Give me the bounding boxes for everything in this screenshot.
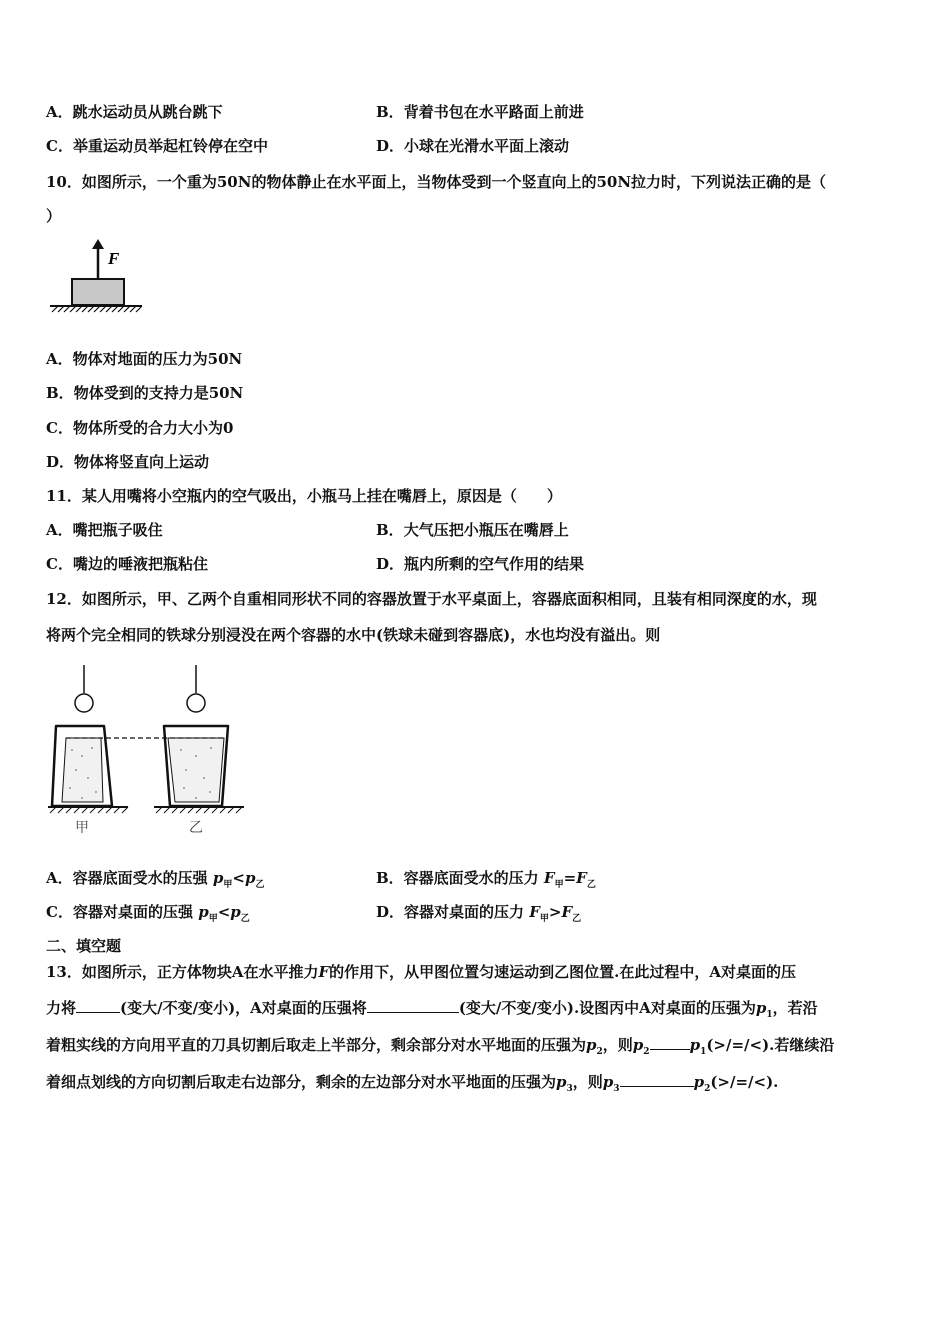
var-F: F <box>318 963 330 981</box>
option-text: 大气压把小瓶压在嘴唇上 <box>403 521 569 539</box>
op: < <box>217 903 231 921</box>
option-text: 物体将竖直向上运动 <box>74 453 210 471</box>
q11-option-b <box>376 520 569 540</box>
sub: 乙 <box>240 914 250 924</box>
text: (>/=/<).若继续沿 <box>706 1036 835 1054</box>
q12-option-d <box>376 902 581 929</box>
option-text: C．容器对桌面的压强 <box>46 903 193 921</box>
sub: 乙 <box>586 880 596 890</box>
q12-option-c <box>46 902 250 929</box>
sub: 甲 <box>223 880 233 890</box>
option-text: 跳水运动员从跳台跳下 <box>72 103 223 121</box>
q10-option-b <box>46 383 243 403</box>
option-letter: A． <box>46 103 73 121</box>
option-text: 背着书包在水平路面上前进 <box>403 103 584 121</box>
q12-option-a <box>46 868 264 895</box>
option-letter: B． <box>46 384 74 402</box>
q13-line3 <box>46 1035 834 1062</box>
water-left <box>62 738 103 802</box>
label-yi: 乙 <box>189 820 203 836</box>
text: (>/=/<). <box>710 1073 779 1091</box>
water-right <box>168 738 224 802</box>
ball-left <box>75 694 93 712</box>
var-F: F <box>576 869 587 887</box>
answer-blank-4[interactable] <box>620 1072 694 1087</box>
answer-blank-1[interactable] <box>76 998 120 1013</box>
sub: 甲 <box>539 914 549 924</box>
text: ，则 <box>572 1073 603 1091</box>
sub: 甲 <box>554 880 564 890</box>
var-p: p <box>244 869 256 887</box>
ball-right <box>187 694 205 712</box>
q9-option-c <box>46 136 268 156</box>
q9-option-d <box>376 136 569 156</box>
q12-figure <box>46 660 251 840</box>
option-text: 物体对地面的压力为50N <box>72 350 243 368</box>
q13-line4 <box>46 1072 778 1099</box>
q10-option-d <box>46 452 209 472</box>
option-letter: C． <box>46 419 73 437</box>
option-letter: A． <box>46 521 73 539</box>
op: < <box>232 869 245 887</box>
sub: 乙 <box>255 880 265 890</box>
option-text: 物体受到的支持力是50N <box>73 384 244 402</box>
var-p: p <box>212 869 224 887</box>
answer-blank-3[interactable] <box>650 1035 690 1050</box>
text: ，若沿 <box>772 999 818 1017</box>
q11-option-d <box>376 554 584 574</box>
q9-option-a <box>46 102 223 122</box>
q11-option-c <box>46 554 208 574</box>
option-text: 小球在光滑水平面上滚动 <box>404 137 570 155</box>
q12-option-b <box>376 868 596 895</box>
option-text: 嘴把瓶子吸住 <box>72 521 163 539</box>
sub: 1 <box>766 1010 773 1020</box>
var-p: p <box>602 1073 614 1091</box>
var-F: F <box>529 903 540 921</box>
q13-line2 <box>46 998 818 1025</box>
option-letter: B． <box>376 521 404 539</box>
var-p: p <box>198 903 209 921</box>
text: (变大/不变/变小)，A对桌面的压强将 <box>120 999 367 1017</box>
q10-option-c <box>46 418 233 438</box>
option-letter: B． <box>376 103 404 121</box>
var-F: F <box>561 903 573 921</box>
var-p: p <box>755 999 767 1017</box>
option-letter: C． <box>46 137 73 155</box>
var-p: p <box>693 1073 705 1091</box>
q10-stem: 10．如图所示，一个重为50N的物体静止在水平面上，当物体受到一个竖直向上的50N拉力时，下列说法正确的是（ <box>46 173 827 191</box>
block <box>72 279 124 305</box>
answer-blank-2[interactable] <box>367 998 459 1013</box>
label-jia: 甲 <box>75 820 89 836</box>
q11-option-a <box>46 520 163 540</box>
sub: 3 <box>566 1084 573 1094</box>
option-text: 举重运动员举起杠铃停在空中 <box>72 137 268 155</box>
sub: 乙 <box>572 914 582 924</box>
option-text: 瓶内所剩的空气作用的结果 <box>404 555 585 573</box>
text: 力将 <box>46 999 77 1017</box>
q10-figure <box>46 236 146 318</box>
text: (变大/不变/变小).设图丙中A对桌面的压强为 <box>458 999 756 1017</box>
q12-stem-line2: 将两个完全相同的铁球分别浸没在两个容器的水中(铁球未碰到容器底)，水也均没有溢出。则 <box>46 626 661 644</box>
text: ，则 <box>602 1036 633 1054</box>
sub: 2 <box>704 1084 711 1094</box>
option-letter: D． <box>46 453 75 471</box>
var-p: p <box>230 903 241 921</box>
q12-stem-line1: 12．如图所示，甲、乙两个自重相同形状不同的容器放置于水平桌面上，容器底面积相同，且装有相同深度的水，现 <box>46 590 817 608</box>
sub: 3 <box>613 1084 620 1094</box>
text: 13．如图所示，正方体物块A在水平推力 <box>46 963 319 981</box>
sub: 2 <box>596 1047 603 1057</box>
q13-line1 <box>46 962 796 982</box>
var-p: p <box>556 1073 567 1091</box>
sub: 甲 <box>208 914 218 924</box>
op: > <box>548 903 562 921</box>
var-p: p <box>632 1036 644 1054</box>
text: 着细点划线的方向切割后取走右边部分，剩余的左边部分对水平地面的压强为 <box>46 1073 557 1091</box>
option-text: 嘴边的唾液把瓶粘住 <box>72 555 208 573</box>
q10-option-a <box>46 349 242 369</box>
text: 的作用下，从甲图位置匀速运动到乙图位置.在此过程中，A对桌面的压 <box>329 963 797 981</box>
var-F: F <box>543 869 555 887</box>
option-letter: D． <box>376 555 405 573</box>
sub: 1 <box>700 1047 707 1057</box>
text: 着粗实线的方向用平直的刀具切割后取走上半部分，剩余部分对水平地面的压强为 <box>46 1036 587 1054</box>
q9-option-b <box>376 102 584 122</box>
var-p: p <box>586 1036 597 1054</box>
op: = <box>563 869 577 887</box>
force-arrow-head <box>92 239 104 249</box>
option-text: D．容器对桌面的压力 <box>376 903 525 921</box>
section-title: 二、填空题 <box>46 937 122 955</box>
option-letter: A． <box>46 350 73 368</box>
option-letter: C． <box>46 555 73 573</box>
option-text: 物体所受的合力大小为0 <box>72 419 234 437</box>
force-label: F <box>108 249 120 268</box>
var-p: p <box>689 1036 701 1054</box>
sub: 2 <box>643 1047 650 1057</box>
option-text: B．容器底面受水的压力 <box>376 869 539 887</box>
q11-stem: 11．某人用嘴将小空瓶内的空气吸出，小瓶马上挂在嘴唇上，原因是（ ） <box>46 487 562 505</box>
option-letter: D． <box>376 137 405 155</box>
option-text: A．容器底面受水的压强 <box>46 869 208 887</box>
q10-stem-end: ） <box>46 207 62 225</box>
